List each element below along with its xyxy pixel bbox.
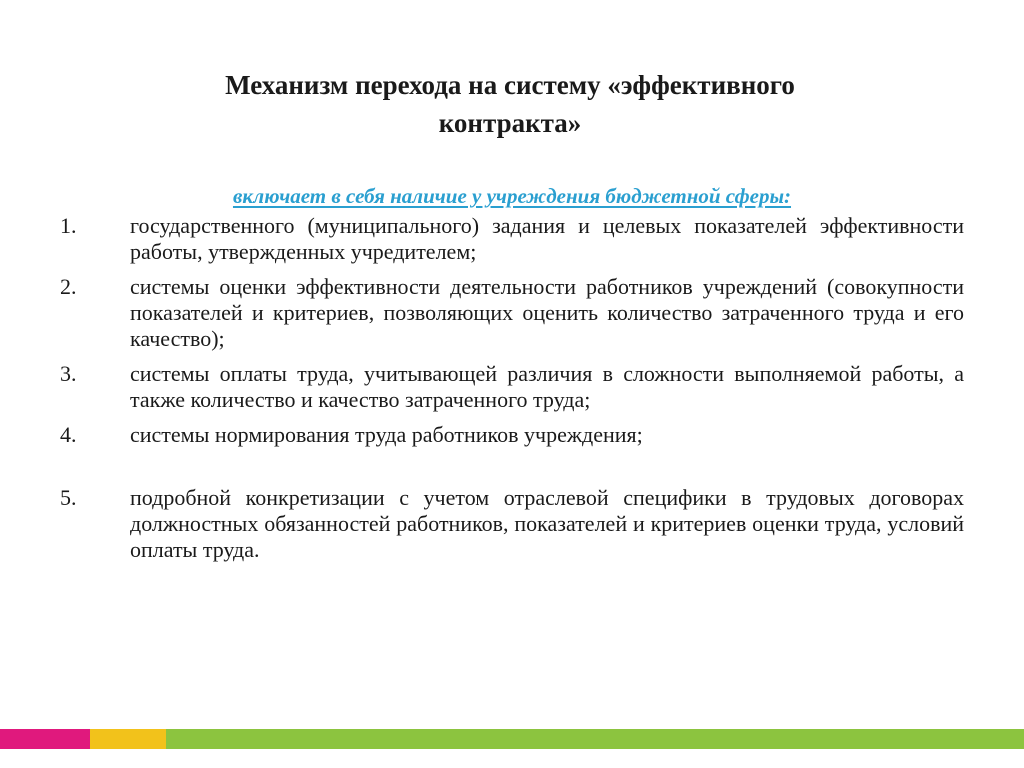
list-item (60, 485, 964, 563)
list-item-text: системы нормирования труда работников учреждения; (130, 422, 643, 447)
list-item-text: системы оценки эффективности деятельности работников учреждений (совокупности показателей и критериев, позволяющих оценить количество затраченного труда и его качество); (130, 274, 964, 351)
list-item-number: 5. (60, 485, 77, 510)
color-bar-magenta (0, 729, 90, 749)
slide-subtitle (0, 182, 1024, 210)
list-item (60, 422, 964, 448)
list-item-text: системы оплаты труда, учитывающей различия в сложности выполняемой работы, а также количество и качество затраченного труда; (130, 361, 964, 412)
slide-title-line-1: Механизм перехода на систему «эффективного (225, 70, 795, 100)
numbered-list (60, 213, 964, 572)
list-item (60, 361, 964, 413)
list-item-number: 4. (60, 422, 77, 447)
list-item-number: 2. (60, 274, 77, 299)
list-item (60, 213, 964, 265)
slide-subtitle-text: включает в себя наличие у учреждения бюджетной сферы: (232, 184, 792, 208)
list-item-number: 3. (60, 361, 77, 386)
color-bar-green (166, 729, 1024, 749)
decorative-color-bar (0, 729, 1024, 749)
list-item (60, 274, 964, 352)
color-bar-yellow (90, 729, 166, 749)
list-item-text: государственного (муниципального) задания и целевых показателей эффективности работы, утвержденных учредителем; (130, 213, 964, 264)
slide-title (100, 66, 920, 142)
list-item-text: подробной конкретизации с учетом отраслевой специфики в трудовых договорах должностных обязанностей работников, показателей и критериев оценки труда, условий оплаты труда. (130, 485, 964, 562)
list-item-number: 1. (60, 213, 77, 238)
slide-title-line-2: контракта» (438, 108, 582, 138)
